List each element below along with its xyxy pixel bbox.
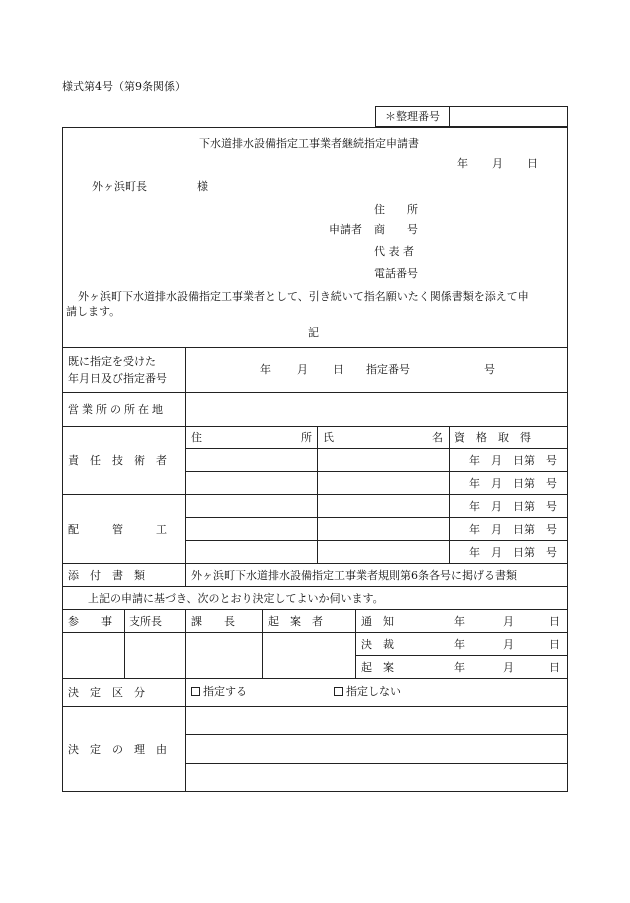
notice-label: 通 知 — [361, 615, 394, 628]
plumber-qual-3: 年 月 日第 号 — [469, 546, 557, 559]
applicant-phone-label: 電話番号 — [374, 267, 418, 280]
date-year: 年 — [457, 157, 468, 170]
draft-year: 年 — [454, 661, 465, 674]
honorific: 様 — [197, 180, 208, 193]
category-label: 決 定 区 分 — [68, 686, 145, 699]
col-name-2: 名 — [432, 431, 443, 444]
designation-month: 月 — [297, 363, 308, 376]
decision-request-text: 上記の申請に基づき、次のとおり決定してよいか伺います。 — [88, 592, 384, 605]
addressee: 外ヶ浜町長 — [92, 180, 147, 193]
form-id: 様式第4号（第9条関係） — [62, 80, 186, 93]
applicant-label: 申請者 — [329, 223, 362, 236]
approval-month: 月 — [503, 638, 514, 651]
designation-label-2: 年月日及び指定番号 — [68, 372, 167, 385]
serial-number-field[interactable] — [450, 107, 566, 126]
date-month: 月 — [492, 157, 503, 170]
designation-year: 年 — [260, 363, 271, 376]
notice-month: 月 — [503, 615, 514, 628]
option-not-designate[interactable] — [334, 686, 401, 697]
approval-day: 日 — [549, 638, 560, 651]
draft-day: 日 — [549, 661, 560, 674]
designation-number-unit: 号 — [484, 363, 495, 376]
col-address-1: 住 — [191, 431, 202, 444]
body-text-line-1: 外ヶ浜町下水道排水設備指定工事業者として、引き続いて指名願いたく関係書類を添えて申 — [78, 290, 529, 303]
reason-field[interactable] — [186, 707, 567, 791]
applicant-representative-label: 代 表 者 — [374, 245, 414, 258]
engineer-label: 責 任 技 術 者 — [68, 454, 167, 467]
office-address-field[interactable] — [186, 393, 567, 425]
option-designate[interactable] — [191, 686, 247, 697]
form-title: 下水道排水設備指定工事業者継続指定申請書 — [199, 137, 419, 150]
drafter-label: 起 案 者 — [268, 615, 323, 628]
attachment-value: 外ヶ浜町下水道排水設備指定工事業者規則第6条各号に掲げる書類 — [191, 569, 517, 582]
engineer-qual-1: 年 月 日第 号 — [469, 454, 557, 467]
notice-day: 日 — [549, 615, 560, 628]
applicant-company-label: 商 号 — [374, 223, 418, 236]
col-name-1: 氏 — [323, 431, 334, 444]
ki-label: 記 — [308, 326, 319, 339]
option-designate-label: 指定する — [203, 685, 247, 698]
reason-label: 決 定 の 理 由 — [68, 743, 167, 756]
option-not-designate-label: 指定しない — [346, 685, 401, 698]
designation-label-1: 既に指定を受けた — [68, 355, 156, 368]
approval-label: 決 裁 — [361, 638, 394, 651]
section-chief-label: 課 長 — [191, 615, 235, 628]
col-qualification: 資 格 取 得 — [454, 431, 531, 444]
notice-year: 年 — [454, 615, 465, 628]
plumber-label: 配 管 工 — [68, 523, 167, 536]
plumber-qual-1: 年 月 日第 号 — [469, 500, 557, 513]
date-day: 日 — [527, 157, 538, 170]
approval-year: 年 — [454, 638, 465, 651]
draft-month: 月 — [503, 661, 514, 674]
col-address-2: 所 — [301, 431, 312, 444]
applicant-address-label: 住 所 — [374, 203, 418, 216]
draft-label: 起 案 — [361, 661, 394, 674]
designation-day: 日 — [333, 363, 344, 376]
branch-manager-label: 支所長 — [129, 615, 162, 628]
office-label: 営業所の所在地 — [68, 403, 166, 416]
engineer-qual-2: 年 月 日第 号 — [469, 477, 557, 490]
checkbox-not-designate[interactable] — [334, 687, 343, 696]
attachment-label: 添 付 書 類 — [68, 569, 145, 582]
serial-number-label: ＊整理番号 — [385, 110, 440, 123]
sanji-label: 参 事 — [68, 615, 112, 628]
plumber-qual-2: 年 月 日第 号 — [469, 523, 557, 536]
designation-number-label: 指定番号 — [366, 363, 410, 376]
body-text-line-2: 請します。 — [66, 305, 121, 318]
checkbox-designate[interactable] — [191, 687, 200, 696]
